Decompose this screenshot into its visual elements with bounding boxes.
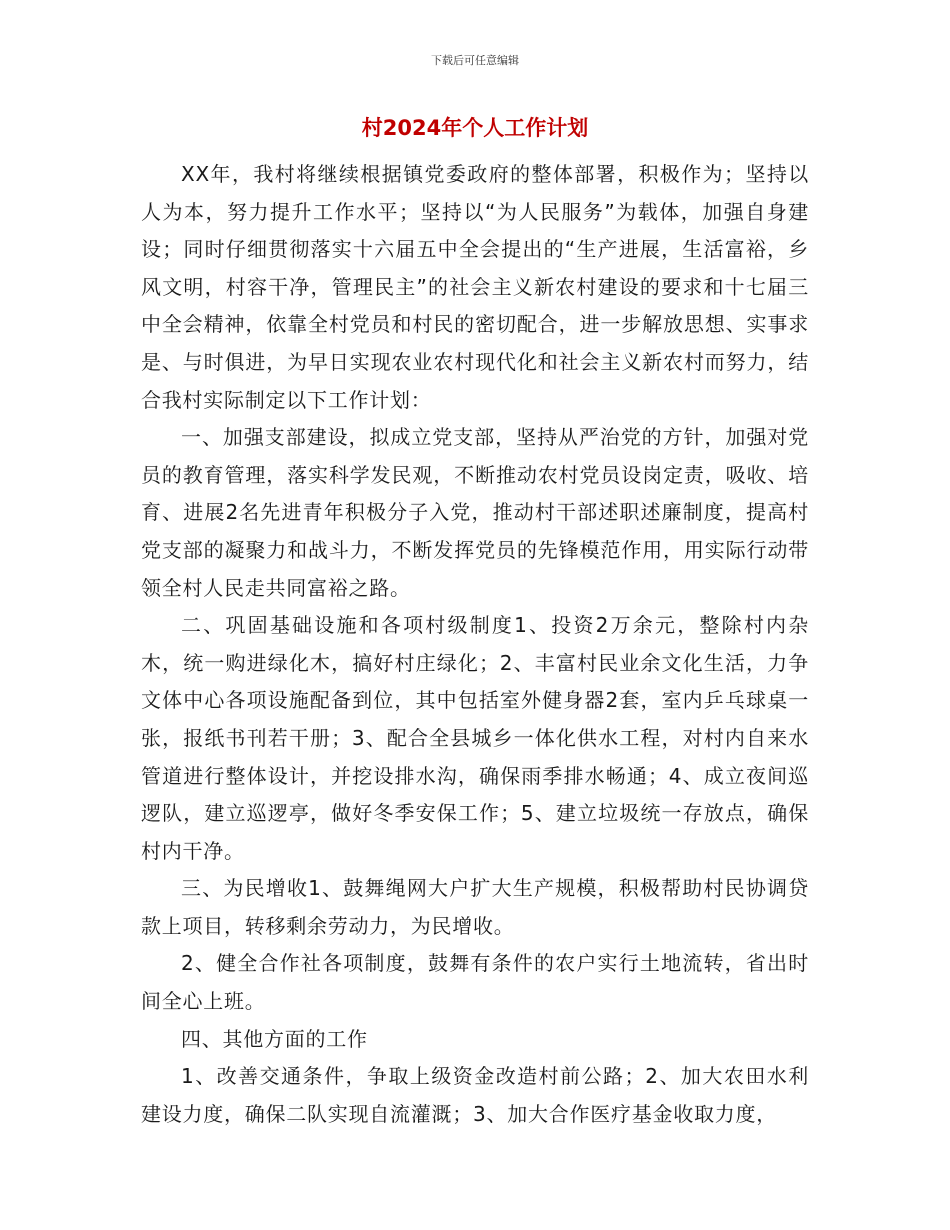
paragraph-section-2: 二、巩固基础设施和各项村级制度1、投资2万余元，整除村内杂木，统一购进绿化木，搞好村庄绿化；2、丰富村民业余文化生活，力争文体中心各项设施配备到位，其中包括室外健身器2套，室内乒乓球桌一张，报纸书刊若干册；3、配合全县城乡一体化供水工程，对村内自来水管道进行整体设计，并挖设排水沟，确保雨季排水畅通；4、成立夜间巡逻队，建立巡逻亭，做好冬季安保工作；5、建立垃圾统一存放点，确保村内干净。 — [141, 613, 809, 863]
header-note: 下载后可任意编辑 — [431, 54, 519, 67]
paragraph-section-4-items: 1、改善交通条件，争取上级资金改造村前公路；2、加大农田水利建设力度，确保二队实现自流灌溉；3、加大合作医疗基金收取力度， — [141, 1064, 809, 1126]
document-body — [141, 156, 809, 1133]
paragraph-intro: XX年，我村将继续根据镇党委政府的整体部署，积极作为；坚持以人为本，努力提升工作水平；坚持以“为人民服务”为载体，加强自身建设；同时仔细贯彻落实十六届五中全会提出的“生产进展，生活富裕，乡风文明，村容干净，管理民主”的社会主义新农村建设的要求和十七届三中全会精神，依靠全村党员和村民的密切配合，进一步解放思想、实事求是、与时俱进，为早日实现农业农村现代化和社会主义新农村而努力，结合我村实际制定以下工作计划： — [141, 162, 809, 412]
paragraph-section-3: 三、为民增收1、鼓舞绳网大户扩大生产规模，积极帮助村民协调贷款上项目，转移剩余劳动力，为民增收。 — [141, 876, 809, 938]
paragraph-section-1: 一、加强支部建设，拟成立党支部，坚持从严治党的方针，加强对党员的教育管理，落实科学发民观，不断推动农村党员设岗定责，吸收、培育、进展2名先进青年积极分子入党，推动村干部述职述廉制度，提高村党支部的凝聚力和战斗力，不断发挥党员的先锋模范作用，用实际行动带领全村人民走共同富裕之路。 — [141, 425, 809, 600]
document-title: 村2024年个人工作计划 — [361, 116, 589, 140]
paragraph-section-4-heading: 四、其他方面的工作 — [181, 1026, 368, 1051]
paragraph-section-3-item-2: 2、健全合作社各项制度，鼓舞有条件的农户实行土地流转，省出时间全心上班。 — [141, 951, 809, 1014]
